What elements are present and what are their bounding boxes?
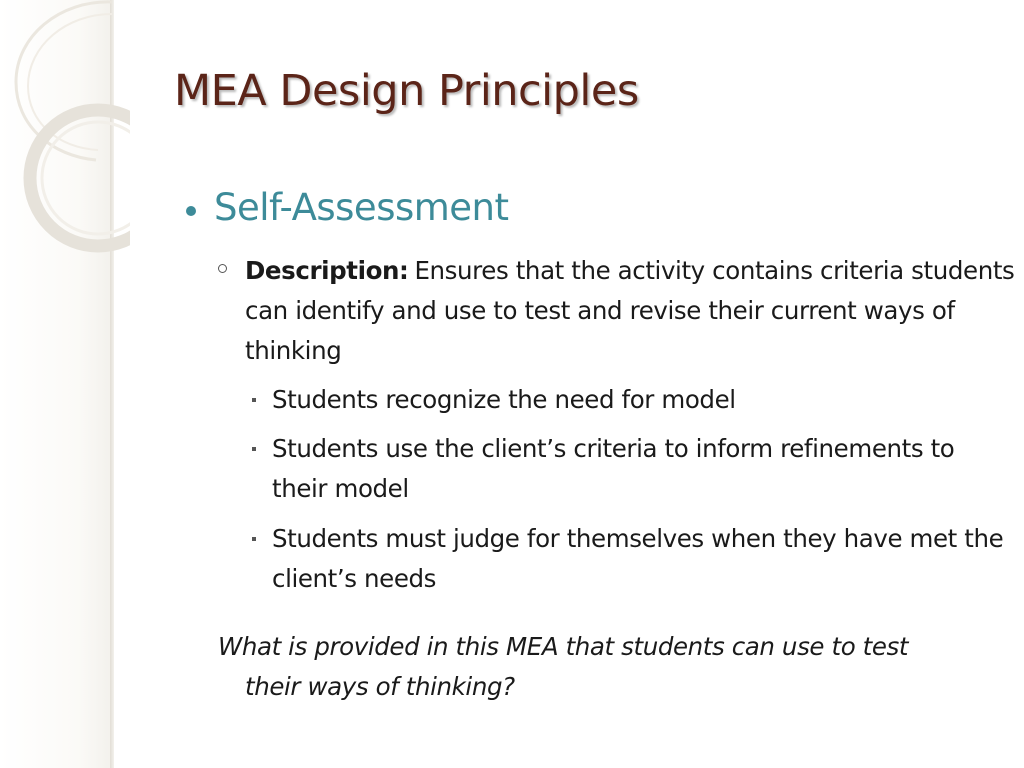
reflection-question <box>218 627 1008 707</box>
filled-bullet-icon <box>186 206 196 216</box>
description-text: Ensures that the activity contains criteria students can identify and use to test and revise their current ways of thinking <box>245 256 1015 365</box>
question-line-2: their ways of thinking? <box>245 672 515 701</box>
square-bullet-icon <box>252 398 256 402</box>
level3-bullet-text: Students recognize the need for model <box>272 385 736 414</box>
slide-title: MEA Design Principles <box>174 66 639 116</box>
square-bullet-icon <box>252 537 256 541</box>
level3-bullet-text: Students must judge for themselves when they have met the client’s needs <box>272 524 1004 593</box>
square-bullet-icon <box>252 447 256 451</box>
ring-bullet-icon <box>218 264 227 273</box>
level1-bullet-label: Self-Assessment <box>214 186 509 229</box>
description-lead: Description: <box>245 256 409 285</box>
level3-bullet-text: Students use the client’s criteria to inform refinements to their model <box>272 434 955 503</box>
question-line-1: What is provided in this MEA that students can use to test <box>218 632 909 661</box>
description-paragraph <box>245 251 1017 371</box>
